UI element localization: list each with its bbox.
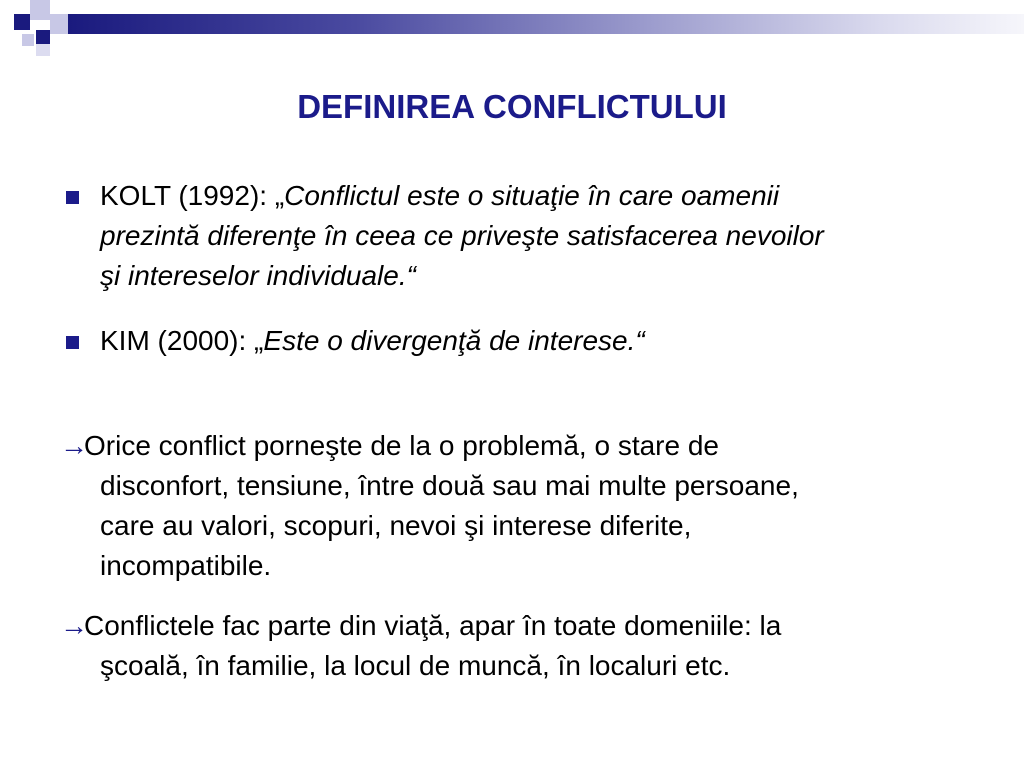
definition-quote: Conflictul este o situaţie în care oamenii <box>284 180 780 211</box>
paragraph-line: care au valori, scopuri, nevoi şi interese diferite, <box>100 510 692 541</box>
paragraph-line: şcoală, în familie, la locul de muncă, în localuri etc. <box>100 650 731 681</box>
decor-square-light <box>50 14 68 34</box>
definition-quote: prezintă diferenţe în ceea ce priveşte satisfacerea nevoilor <box>100 220 824 251</box>
definition-kolt <box>100 176 824 296</box>
paragraph-line: Orice conflict porneşte de la o problemă, o stare de <box>84 430 720 461</box>
paragraph-line: incompatibile. <box>100 550 272 581</box>
paragraph-conflict-everywhere <box>84 606 782 686</box>
definition-quote: şi intereselor individuale.“ <box>100 260 416 291</box>
definition-kim <box>100 321 645 361</box>
bullet-square-icon <box>66 336 79 349</box>
arrow-icon: → <box>60 610 88 641</box>
definition-line <box>100 321 645 361</box>
definition-author: KOLT (1992): „ <box>100 180 285 211</box>
definition-author: KIM (2000): „ <box>100 325 264 356</box>
decor-square-light <box>36 44 50 56</box>
decor-square-dark <box>36 30 50 44</box>
definition-quote: Este o divergenţă de interese.“ <box>263 325 645 356</box>
definition-line <box>100 176 824 216</box>
slide-title: DEFINIREA CONFLICTULUI <box>297 88 727 125</box>
decor-square-light <box>22 34 34 46</box>
arrow-icon: → <box>60 430 88 461</box>
paragraph-conflict-origin <box>84 426 799 586</box>
paragraph-line: disconfort, tensiune, între două sau mai multe persoane, <box>100 470 799 501</box>
paragraph-line: Conflictele fac parte din viaţă, apar în toate domeniile: la <box>84 610 782 641</box>
header-gradient-band <box>68 14 1024 34</box>
decor-square-light <box>30 0 50 20</box>
decor-square-dark <box>14 14 30 30</box>
bullet-square-icon <box>66 191 79 204</box>
